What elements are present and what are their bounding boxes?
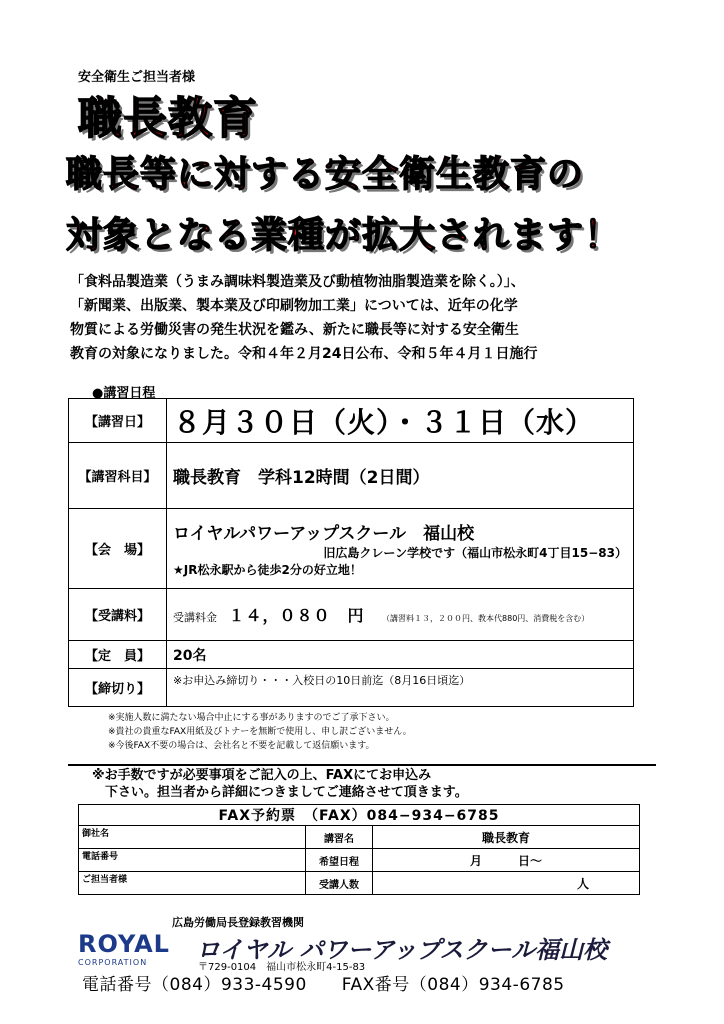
venue-note: 旧広島クレーン学校です（福山市松永町4丁目15−83） bbox=[323, 546, 627, 560]
headline-line-2: 職長等に対する安全衛生教育の bbox=[66, 154, 585, 195]
table-row bbox=[69, 509, 634, 589]
table-row bbox=[69, 669, 634, 707]
fax-form bbox=[78, 804, 640, 895]
table-row bbox=[69, 589, 634, 641]
intro-line: 教育の対象になりました。令和４年２月24日公布、令和５年４月１日施行 bbox=[70, 346, 538, 362]
date-value: ８月３０日（火）・３１日（水） bbox=[167, 399, 634, 443]
fee-amount: １４，０８０ 円 bbox=[228, 606, 365, 625]
date-pref-field[interactable]: 月 日〜 bbox=[373, 849, 640, 872]
count-label: 受講人数 bbox=[306, 872, 373, 895]
course-value: 職長教育 bbox=[373, 826, 640, 849]
intro-line: 物質による労働災害の発生状況を鑑み、新たに職長等に対する安全衛生 bbox=[70, 322, 519, 338]
venue-cell bbox=[167, 509, 634, 589]
table-row bbox=[79, 849, 640, 872]
table-row bbox=[69, 399, 634, 443]
table-row bbox=[69, 443, 634, 509]
intro-line: 「食料品製造業（うまみ調味料製造業及び動植物油脂製造業を除く。）」、 bbox=[70, 274, 525, 290]
venue-access: ★JR松永駅から徒歩2分の好立地！ bbox=[173, 563, 362, 577]
course-label: 講習名 bbox=[306, 826, 373, 849]
instruction-line: 下さい。担当者から詳細につきましてご連絡させて頂きます。 bbox=[92, 785, 468, 800]
venue-label: 【会 場】 bbox=[69, 509, 167, 589]
divider bbox=[68, 764, 656, 766]
fee-detail: （講習料１３，２００円、教本代880円、消費税を含む） bbox=[382, 614, 590, 623]
schedule-table bbox=[68, 398, 634, 707]
salutation: 安全衛生ご担当者様 bbox=[78, 70, 196, 85]
note-line: ※今後FAX不要の場合は、会社名と不要を記載して返信願います。 bbox=[108, 741, 375, 751]
school-name: ロイヤル パワーアップスクール福山校 bbox=[196, 936, 608, 964]
headline-line-3: 対象となる業種が拡大されます！ bbox=[66, 215, 622, 256]
company-field[interactable]: 御社名 bbox=[79, 826, 306, 849]
headline-title: 職長教育 bbox=[78, 93, 258, 144]
fee-cell bbox=[167, 589, 634, 641]
instruction-line: ※お手数ですが必要事項をご記入の上、FAXにてお申込み bbox=[92, 768, 432, 783]
count-field[interactable]: 人 bbox=[373, 872, 640, 895]
subject-label: 【講習科目】 bbox=[69, 443, 167, 509]
phone-field[interactable]: 電話番号 bbox=[79, 849, 306, 872]
phone-fax-line: 電話番号（084）933-4590 FAX番号（084）934-6785 bbox=[82, 975, 565, 995]
table-row bbox=[69, 641, 634, 669]
date-label: 【講習日】 bbox=[69, 399, 167, 443]
org-registration: 広島労働局長登録教習機関 bbox=[172, 916, 304, 929]
deadline-label: 【締切り】 bbox=[69, 669, 167, 707]
table-row bbox=[79, 805, 640, 826]
note-line: ※実施人数に満たない場合中止にする事がありますのでご了承下さい。 bbox=[108, 713, 395, 723]
subject-value: 職長教育 学科12時間（2日間） bbox=[167, 443, 634, 509]
fee-label: 【受講料】 bbox=[69, 589, 167, 641]
logo-subtext: CORPORATION bbox=[78, 958, 148, 967]
capacity-value: 20名 bbox=[167, 641, 634, 669]
fax-instructions bbox=[92, 767, 468, 801]
contact-field[interactable]: ご担当者様 bbox=[79, 872, 306, 895]
fax-form-title: FAX予約票 （FAX）084−934−6785 bbox=[79, 805, 640, 826]
notes bbox=[108, 711, 412, 753]
address: 〒729-0104 福山市松永町4-15-83 bbox=[198, 962, 366, 973]
schedule-heading: ●講習日程 bbox=[92, 386, 156, 401]
venue-name: ロイヤルパワーアップスクール 福山校 bbox=[173, 524, 475, 544]
capacity-label: 【定 員】 bbox=[69, 641, 167, 669]
note-line: ※貴社の貴重なFAX用紙及びトナーを無断で使用し、申し訳ございません。 bbox=[108, 727, 412, 737]
fee-prefix: 受講料金 bbox=[173, 611, 217, 624]
royal-logo bbox=[78, 930, 170, 967]
logo-text: ROYAL bbox=[78, 930, 170, 958]
date-pref-label: 希望日程 bbox=[306, 849, 373, 872]
intro-paragraph bbox=[70, 270, 537, 366]
intro-line: 「新聞業、出版業、製本業及び印刷物加工業」については、近年の化学 bbox=[70, 298, 518, 314]
table-row bbox=[79, 872, 640, 895]
deadline-value: ※お申込み締切り・・・入校日の10日前迄（8月16日頃迄） bbox=[167, 669, 634, 707]
table-row bbox=[79, 826, 640, 849]
